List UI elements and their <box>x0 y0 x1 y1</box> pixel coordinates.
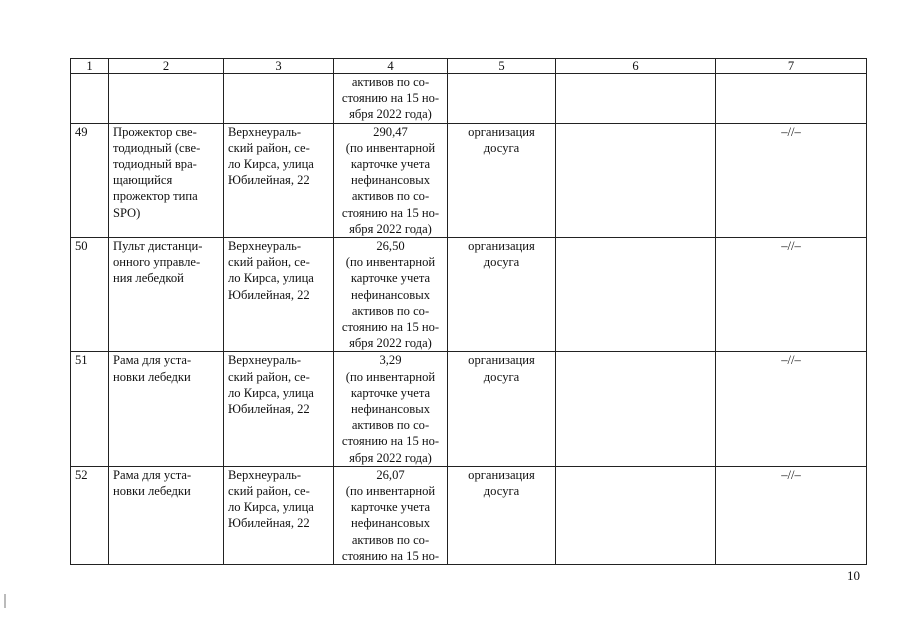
column-header-4: 4 <box>334 59 448 74</box>
cell-col6 <box>556 74 716 124</box>
cell-purpose: организация досуга <box>448 238 556 352</box>
cell-value: 26,07 (по инвентарной карточке учета нефинансовых активов по со- стоянию на 15 но- <box>334 466 448 564</box>
cell-num: 50 <box>71 238 109 352</box>
column-header-6: 6 <box>556 59 716 74</box>
property-table <box>70 58 867 565</box>
cell-num <box>71 74 109 124</box>
column-header-1: 1 <box>71 59 109 74</box>
table-row <box>71 238 867 352</box>
table-row <box>71 352 867 466</box>
cell-num: 51 <box>71 352 109 466</box>
cell-location: Верхнеураль- ский район, се- ло Кирса, улица Юбилейная, 22 <box>224 238 334 352</box>
column-header-5: 5 <box>448 59 556 74</box>
table-row <box>71 466 867 564</box>
cell-col7: –//– <box>716 352 867 466</box>
column-number-row <box>71 59 867 74</box>
table-row <box>71 123 867 237</box>
cell-col7 <box>716 74 867 124</box>
column-header-3: 3 <box>224 59 334 74</box>
column-header-7: 7 <box>716 59 867 74</box>
cell-location: Верхнеураль- ский район, се- ло Кирса, улица Юбилейная, 22 <box>224 466 334 564</box>
cell-col6 <box>556 123 716 237</box>
cell-col6 <box>556 466 716 564</box>
cell-num: 52 <box>71 466 109 564</box>
continuation-row <box>71 74 867 124</box>
cell-col7: –//– <box>716 123 867 237</box>
cell-col7: –//– <box>716 238 867 352</box>
cell-name <box>109 74 224 124</box>
page-number: 10 <box>847 568 860 583</box>
cell-purpose <box>448 74 556 124</box>
cell-purpose: организация досуга <box>448 466 556 564</box>
cell-purpose: организация досуга <box>448 352 556 466</box>
cell-value: 3,29 (по инвентарной карточке учета нефинансовых активов по со- стоянию на 15 но- ября 2022 года) <box>334 352 448 466</box>
cell-name: Пульт дистанци- онного управле- ния лебедкой <box>109 238 224 352</box>
cell-num: 49 <box>71 123 109 237</box>
cell-name: Рама для уста- новки лебедки <box>109 466 224 564</box>
column-header-2: 2 <box>109 59 224 74</box>
cell-location: Верхнеураль- ский район, се- ло Кирса, улица Юбилейная, 22 <box>224 123 334 237</box>
cell-col7: –//– <box>716 466 867 564</box>
cell-col6 <box>556 352 716 466</box>
cell-name: Прожектор све- тодиодный (све- тодиодный вра- щающийся прожектор типа SPO) <box>109 123 224 237</box>
scan-edge-mark <box>4 594 6 608</box>
cell-value: 26,50 (по инвентарной карточке учета нефинансовых активов по со- стоянию на 15 но- ября 2022 года) <box>334 238 448 352</box>
cell-purpose: организация досуга <box>448 123 556 237</box>
cell-name: Рама для уста- новки лебедки <box>109 352 224 466</box>
cell-value: 290,47 (по инвентарной карточке учета нефинансовых активов по со- стоянию на 15 но- ября 2022 года) <box>334 123 448 237</box>
cell-location: Верхнеураль- ский район, се- ло Кирса, улица Юбилейная, 22 <box>224 352 334 466</box>
cell-col6 <box>556 238 716 352</box>
cell-value: активов по со- стоянию на 15 но- ября 2022 года) <box>334 74 448 124</box>
cell-location <box>224 74 334 124</box>
